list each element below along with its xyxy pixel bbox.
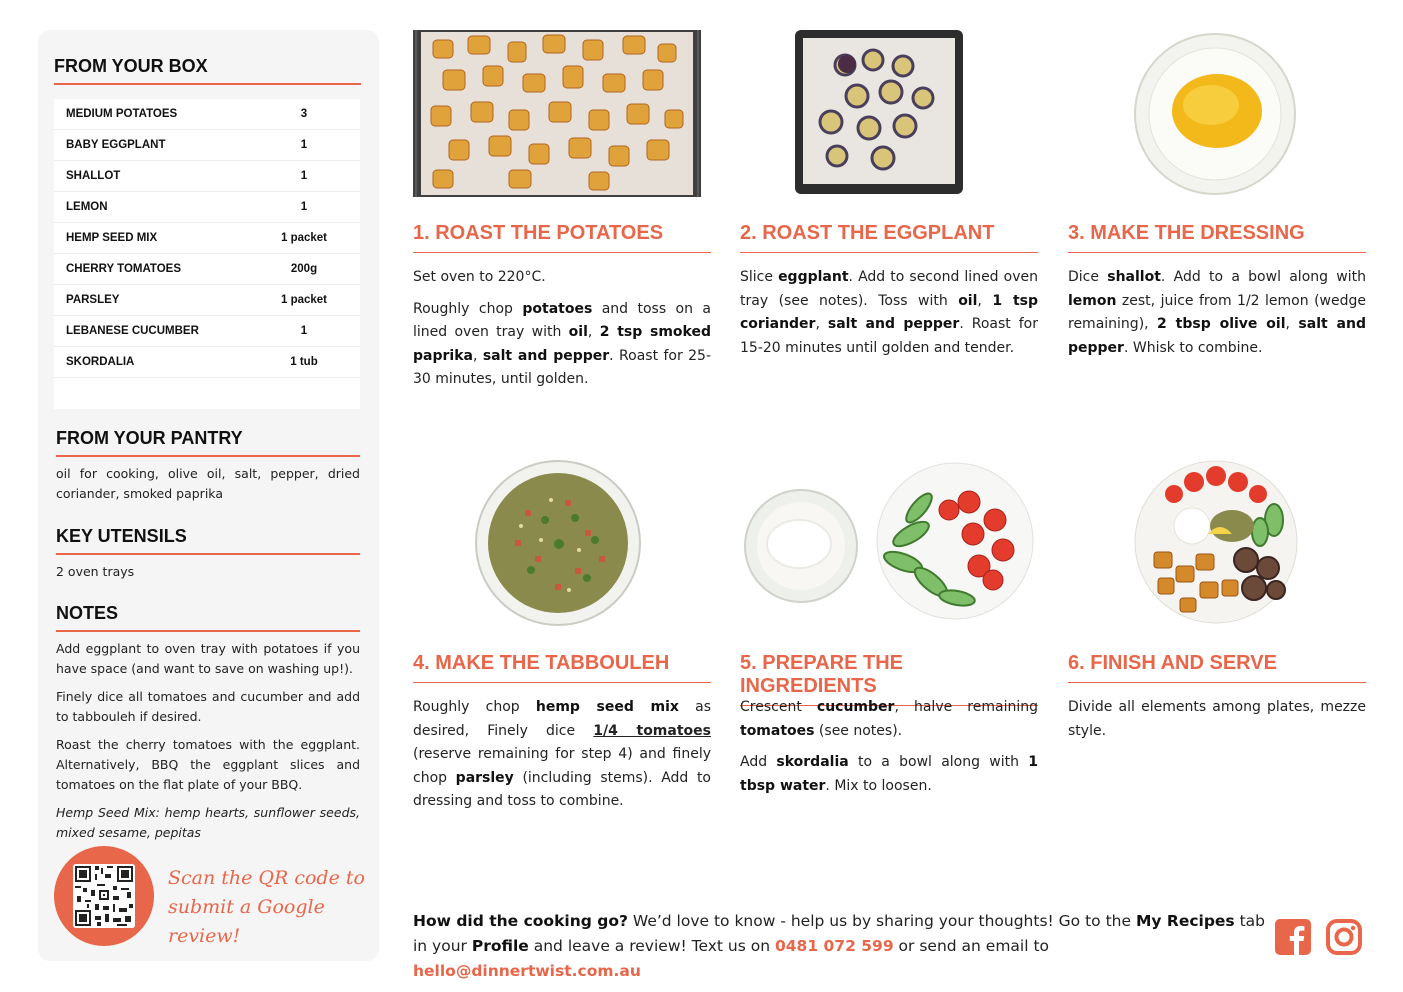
bold-text: Profile xyxy=(471,937,529,955)
text-run: Crescent xyxy=(740,699,817,715)
roasted-potatoes-photo xyxy=(413,30,701,197)
bold-text: hemp seed mix xyxy=(535,699,679,715)
text-run: Dice xyxy=(1068,269,1108,285)
bold-text: 1 tbsp water xyxy=(740,754,1039,794)
bold-text: oil xyxy=(958,292,978,309)
bold-text: lemon xyxy=(1068,292,1117,309)
text-run: . Mix to loosen. xyxy=(825,777,932,794)
pantry-section xyxy=(56,428,360,504)
step-paragraph xyxy=(740,751,1038,798)
text-run: , xyxy=(1285,316,1299,332)
ingredient-name: HEMP SEED MIX xyxy=(66,232,158,244)
table-row xyxy=(54,99,360,130)
step-paragraph xyxy=(413,696,711,814)
bold-text: 1 tsp coriander xyxy=(740,292,1039,332)
text-run: and leave a review! Text us on xyxy=(528,937,775,955)
from-box-title: FROM YOUR BOX xyxy=(54,56,361,85)
step-4-title: 4. MAKE THE TABBOULEH xyxy=(413,652,711,683)
notes-section xyxy=(56,603,360,851)
bold-text: cucumber xyxy=(816,699,895,715)
step-6-body xyxy=(1068,696,1366,751)
text-run: . Whisk to combine. xyxy=(1123,339,1263,356)
ingredient-name: LEBANESE CUCUMBER xyxy=(66,325,199,337)
text-run: Roughly chop xyxy=(413,699,536,715)
qr-review-message xyxy=(168,864,379,951)
ingredient-qty: 1 packet xyxy=(280,232,328,244)
ingredient-qty: 1 xyxy=(300,139,308,151)
bold-text: My Recipes xyxy=(1135,912,1235,930)
text-run: . Add to a bowl along with xyxy=(1160,269,1366,285)
bold-text: oil xyxy=(568,324,588,340)
bold-text: eggplant xyxy=(778,269,849,285)
text-run: , xyxy=(977,292,993,309)
ingredient-name: LEMON xyxy=(66,201,108,213)
step-3-body xyxy=(1068,266,1366,368)
step-2-body xyxy=(740,266,1038,368)
text-run: , xyxy=(815,316,828,332)
finished-plate-photo xyxy=(1134,460,1298,624)
bold-text: shallot xyxy=(1107,269,1161,285)
step-1-body xyxy=(413,266,711,400)
table-row xyxy=(54,316,360,347)
text-run: , xyxy=(587,324,600,340)
table-row xyxy=(54,192,360,223)
step-paragraph xyxy=(1068,696,1366,743)
tabbouleh-bowl-photo xyxy=(475,460,641,626)
step-paragraph xyxy=(740,266,1038,360)
table-row xyxy=(54,254,360,285)
text-run: . Roast for 25-30 minutes, until golden. xyxy=(413,347,711,387)
ingredient-name: MEDIUM POTATOES xyxy=(66,108,178,120)
bold-text: potatoes xyxy=(522,300,593,317)
text-run: tab in your xyxy=(413,912,1266,955)
table-row xyxy=(54,130,360,161)
dressing-bowl-photo xyxy=(1133,33,1297,195)
step-1-title: 1. ROAST THE POTATOES xyxy=(413,222,711,253)
ingredient-qty: 1 xyxy=(300,170,308,182)
notes-text xyxy=(56,639,360,843)
table-row-empty xyxy=(54,378,360,409)
bold-text: 2 tbsp olive oil xyxy=(1157,316,1286,332)
ingredients-panel xyxy=(38,30,379,961)
ingredient-qty: 200g xyxy=(290,263,318,275)
text-run: Slice xyxy=(740,269,779,285)
ingredient-name: SHALLOT xyxy=(66,170,121,182)
table-row xyxy=(54,223,360,254)
bold-text: salt and pepper xyxy=(827,316,960,332)
text-run: to a bowl along with xyxy=(848,754,1029,770)
bold-text: tomatoes xyxy=(740,722,815,739)
text-run: . Add to second lined oven tray (see notes). Toss with xyxy=(740,269,1038,309)
ingredient-qty: 1 xyxy=(300,201,308,213)
bold-text: 2 tsp smoked paprika xyxy=(413,324,711,364)
text-run: , halve remaining xyxy=(894,699,1038,715)
roasted-eggplant-photo xyxy=(795,30,963,194)
utensils-section xyxy=(56,526,360,582)
text-run: (including stems). Add to dressing and toss to combine. xyxy=(413,769,711,809)
text-run: and toss on a lined oven tray with xyxy=(413,300,711,340)
text-run: , xyxy=(472,347,483,364)
text-run: Set oven to 220°C. xyxy=(413,269,546,285)
bold-text: skordalia xyxy=(776,754,849,770)
contact-text: 0481 072 599 xyxy=(774,937,894,955)
text-run: as desired, Finely dice xyxy=(413,699,711,739)
step-paragraph xyxy=(413,298,711,392)
ingredient-qty: 1 xyxy=(300,325,308,337)
text-run: zest, juice from 1/2 lemon (wedge remaining), xyxy=(1068,292,1366,332)
ingredients-table xyxy=(54,99,360,409)
qr-message-line: Scan the QR code to xyxy=(168,867,365,889)
ingredient-name: SKORDALIA xyxy=(66,356,135,368)
qr-code-icon[interactable] xyxy=(73,864,135,928)
step-6-title: 6. FINISH AND SERVE xyxy=(1068,652,1366,683)
note-item: Roast the cherry tomatoes with the eggplant. Alternatively, BBQ the eggplant slices and tomatoes on the flat plate of your BBQ. xyxy=(56,737,360,792)
notes-title: NOTES xyxy=(56,603,360,632)
text-run: Roughly chop xyxy=(413,300,523,317)
text-run: (reserve remaining for step 4) and finely chop xyxy=(413,746,711,786)
text-run: . Roast for 15-20 minutes until golden and tender. xyxy=(740,316,1038,356)
text-run: Divide all elements among plates, mezze style. xyxy=(1068,699,1366,739)
instagram-icon[interactable] xyxy=(1326,918,1362,956)
table-row xyxy=(54,347,360,378)
ingredient-name: BABY EGGPLANT xyxy=(66,139,166,151)
pantry-title: FROM YOUR PANTRY xyxy=(56,428,360,457)
utensils-title: KEY UTENSILS xyxy=(56,526,360,555)
skordalia-and-salad-photo xyxy=(743,462,1035,620)
text-run: or send an email to xyxy=(893,937,1050,955)
contact-text: hello@dinnertwist.com.au xyxy=(413,962,641,980)
step-paragraph xyxy=(1068,266,1366,360)
ingredient-qty: 3 xyxy=(300,108,308,120)
bold-text: salt and pepper xyxy=(482,347,610,364)
note-item: Hemp Seed Mix: hemp hearts, sunflower seeds, mixed sesame, pepitas xyxy=(56,805,360,840)
bold-text: How did the cooking go? xyxy=(413,912,628,930)
step-paragraph xyxy=(413,266,711,290)
step-3-title: 3. MAKE THE DRESSING xyxy=(1068,222,1366,253)
step-4-body xyxy=(413,696,711,822)
ingredient-name: CHERRY TOMATOES xyxy=(66,263,182,275)
ingredient-name: PARSLEY xyxy=(66,294,120,306)
bold-text: parsley xyxy=(455,769,514,786)
facebook-icon[interactable] xyxy=(1275,918,1311,956)
table-row xyxy=(54,161,360,192)
qr-message-line: submit a Google review! xyxy=(168,896,325,947)
step-5-title: 5. PREPARE THE INGREDIENTS xyxy=(740,652,1038,706)
text-run: (see notes). xyxy=(814,722,903,739)
utensils-text: 2 oven trays xyxy=(56,564,135,579)
table-row xyxy=(54,285,360,316)
step-paragraph xyxy=(740,696,1038,743)
ingredient-qty: 1 tub xyxy=(290,356,318,368)
underlined-text: 1/4 tomatoes xyxy=(593,722,711,739)
text-run: We’d love to know - help us by sharing your thoughts! Go to the xyxy=(627,912,1136,930)
text-run: Add xyxy=(740,754,777,770)
step-5-body xyxy=(740,696,1038,806)
note-item: Finely dice all tomatoes and cucumber and add to tabbouleh if desired. xyxy=(56,689,360,724)
qr-badge xyxy=(54,846,154,946)
step-2-title: 2. ROAST THE EGGPLANT xyxy=(740,222,1038,253)
feedback-footer xyxy=(413,909,1273,984)
ingredient-qty: 1 packet xyxy=(280,294,328,306)
bold-text: salt and pepper xyxy=(1068,316,1366,356)
pantry-text: oil for cooking, olive oil, salt, pepper, dried coriander, smoked paprika xyxy=(56,466,360,501)
note-item: Add eggplant to oven tray with potatoes if you have space (and want to save on washing up!). xyxy=(56,641,360,676)
